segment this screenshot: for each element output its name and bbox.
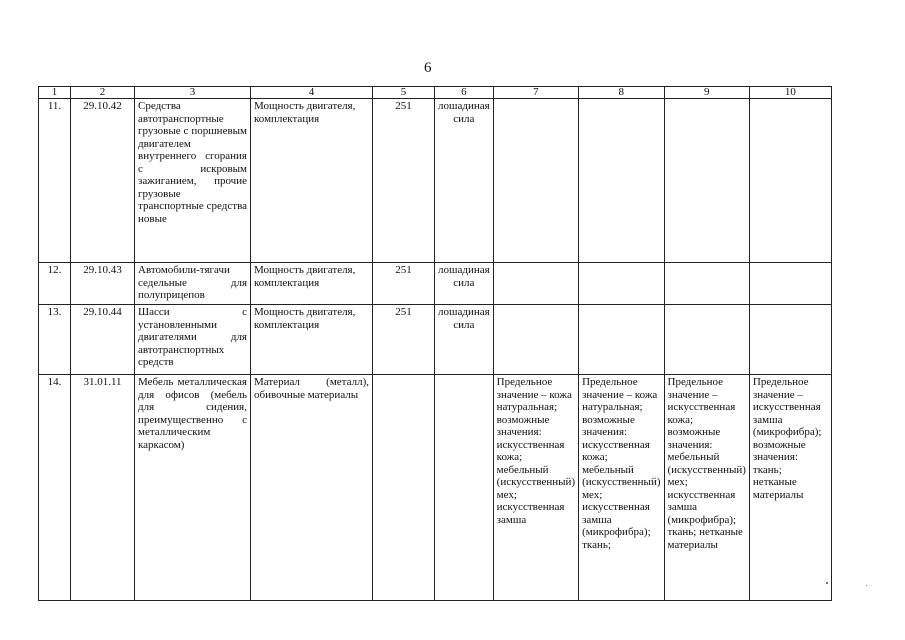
value-cell: Предельное значение – искусственная замша (микрофибра); возможные значения: ткань; нетканые материалы xyxy=(749,375,831,601)
table-row xyxy=(39,375,832,601)
value-cell: Предельное значение – кожа натуральная; возможные значения: искусственная кожа; мебельный (искусственный) мех; искусственная замша (микрофибра); ткань; xyxy=(579,375,664,601)
value-cell xyxy=(493,263,578,305)
row-number: 13. xyxy=(39,305,71,375)
col-header: 3 xyxy=(135,87,251,99)
row-number: 11. xyxy=(39,99,71,263)
row-number: 12. xyxy=(39,263,71,305)
col-header: 5 xyxy=(373,87,435,99)
okpd-code: 29.10.44 xyxy=(71,305,135,375)
characteristics-table xyxy=(38,86,832,601)
value-cell xyxy=(579,263,664,305)
okpd-code: 29.10.43 xyxy=(71,263,135,305)
okpd-code: 31.01.11 xyxy=(71,375,135,601)
row-number: 14. xyxy=(39,375,71,601)
characteristic: Материал (металл), обивочные материалы xyxy=(251,375,373,601)
value-cell xyxy=(749,99,831,263)
page-number: 6 xyxy=(424,60,432,76)
unit-name: лошадиная сила xyxy=(435,263,494,305)
value-cell: Предельное значение – искусственная кожа; возможные значения: мебельный (искусственный) мех; искусственная замша (микрофибра); ткань; нетканые материалы xyxy=(664,375,749,601)
unit-code xyxy=(373,375,435,601)
okpd-code: 29.10.42 xyxy=(71,99,135,263)
value-cell xyxy=(749,263,831,305)
header-row xyxy=(39,87,832,99)
table-row xyxy=(39,263,832,305)
unit-name: лошадиная сила xyxy=(435,305,494,375)
col-header: 2 xyxy=(71,87,135,99)
col-header: 10 xyxy=(749,87,831,99)
scan-speck xyxy=(866,585,867,586)
table-row xyxy=(39,99,832,263)
characteristic: Мощность двигателя, комплектация xyxy=(251,99,373,263)
col-header: 6 xyxy=(435,87,494,99)
product-name: Шасси с установленными двигателями для автотранспортных средств xyxy=(135,305,251,375)
unit-name: лошадиная сила xyxy=(435,99,494,263)
unit-name xyxy=(435,375,494,601)
value-cell xyxy=(664,263,749,305)
product-name: Мебель металлическая для офисов (мебель для сидения, преимущественно с металлическим каркасом) xyxy=(135,375,251,601)
col-header: 1 xyxy=(39,87,71,99)
table-row xyxy=(39,305,832,375)
scan-speck xyxy=(826,582,828,584)
value-cell xyxy=(493,99,578,263)
unit-code: 251 xyxy=(373,305,435,375)
col-header: 7 xyxy=(493,87,578,99)
product-name: Автомобили-тягачи седельные для полуприцепов xyxy=(135,263,251,305)
characteristic: Мощность двигателя, комплектация xyxy=(251,305,373,375)
value-cell xyxy=(579,305,664,375)
value-cell xyxy=(664,305,749,375)
col-header: 4 xyxy=(251,87,373,99)
col-header: 8 xyxy=(579,87,664,99)
unit-code: 251 xyxy=(373,99,435,263)
characteristic: Мощность двигателя, комплектация xyxy=(251,263,373,305)
value-cell xyxy=(664,99,749,263)
col-header: 9 xyxy=(664,87,749,99)
product-name: Средства автотранспортные грузовые с поршневым двигателем внутреннего сгорания с искровым зажиганием, прочие грузовые транспортные средства новые xyxy=(135,99,251,263)
value-cell xyxy=(579,99,664,263)
unit-code: 251 xyxy=(373,263,435,305)
value-cell xyxy=(749,305,831,375)
value-cell xyxy=(493,305,578,375)
value-cell: Предельное значение – кожа натуральная; возможные значения: искусственная кожа; мебельный (искусственный) мех; искусственная замша xyxy=(493,375,578,601)
